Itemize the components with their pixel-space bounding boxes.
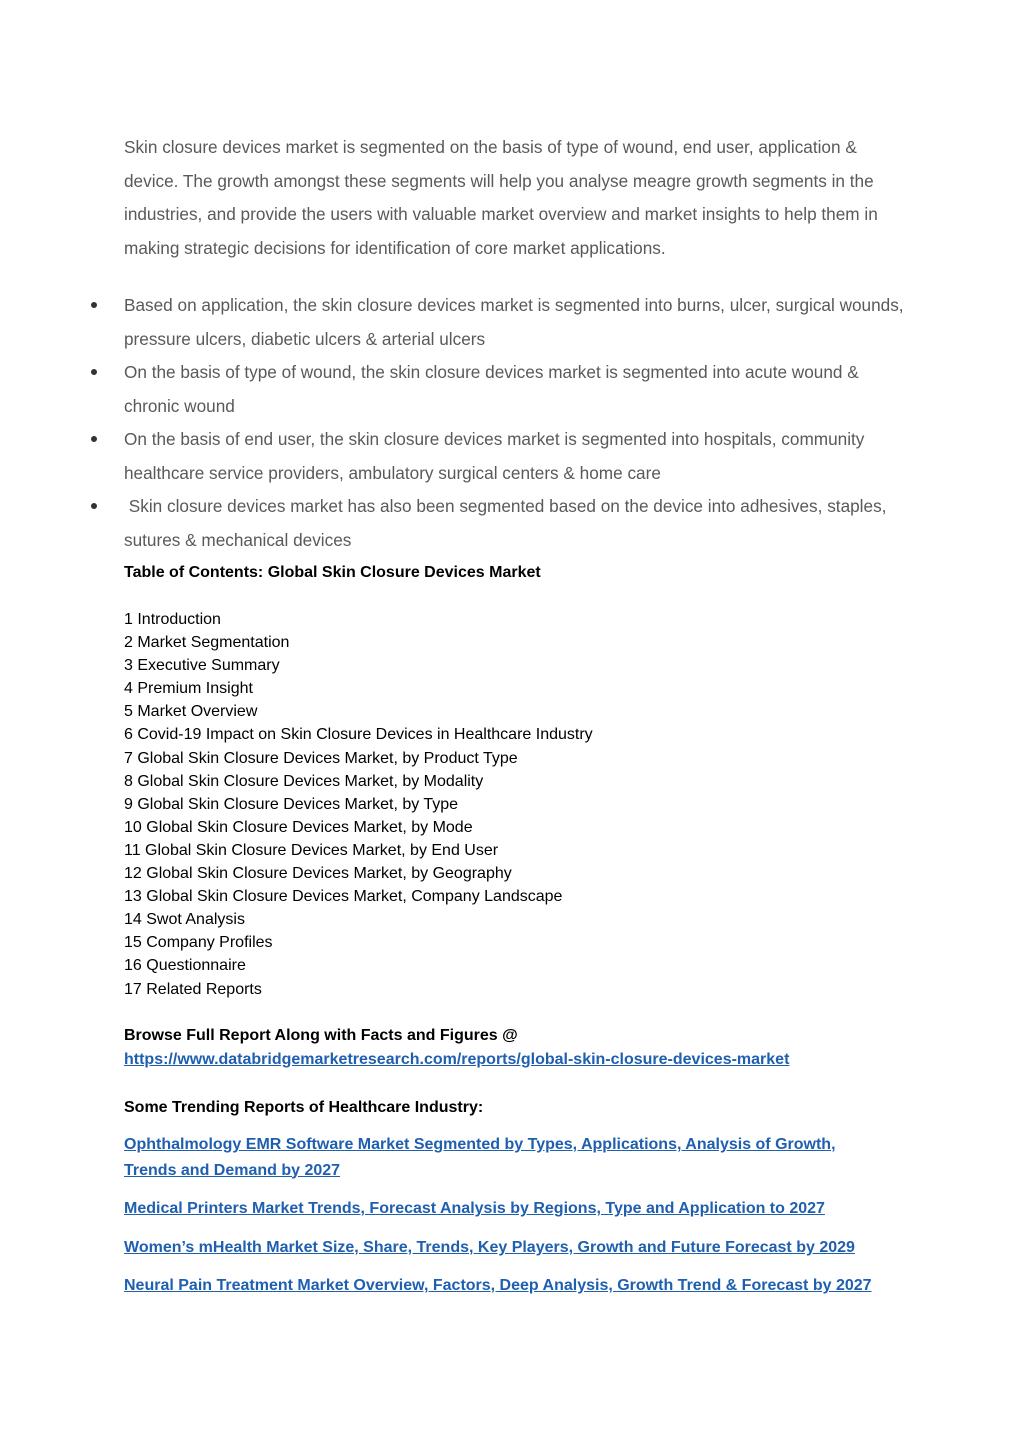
toc-item: 2 Market Segmentation bbox=[124, 634, 290, 652]
toc-heading: Table of Contents: Global Skin Closure Devices Market bbox=[124, 564, 541, 581]
trending-report-link[interactable]: Neural Pain Treatment Market Overview, Factors, Deep Analysis, Growth Trend & Forecast by 2027 bbox=[124, 1277, 872, 1294]
bullet-item bbox=[0, 356, 914, 423]
toc-item: 6 Covid-19 Impact on Skin Closure Devices in Healthcare Industry bbox=[124, 726, 593, 744]
bullet-text: On the basis of end user, the skin closure devices market is segmented into hospitals, community healthcare service providers, ambulatory surgical centers & home care bbox=[124, 429, 865, 483]
toc-item: 13 Global Skin Closure Devices Market, Company Landscape bbox=[124, 888, 563, 906]
bullet-text: Skin closure devices market has also been segmented based on the device into adhesives, staples, sutures & mechanical devices bbox=[124, 496, 892, 550]
bullet-text: Based on application, the skin closure devices market is segmented into burns, ulcer, surgical wounds, pressure ulcers, diabetic ulcers & arterial ulcers bbox=[124, 295, 904, 349]
toc-item: 10 Global Skin Closure Devices Market, by Mode bbox=[124, 818, 473, 836]
toc-item: 3 Executive Summary bbox=[124, 657, 280, 675]
trending-report-link[interactable]: Ophthalmology EMR Software Market Segmented by Types, Applications, Analysis of Growth, Trends and Demand by 2027 bbox=[124, 1136, 836, 1179]
browse-full-report bbox=[124, 1024, 789, 1072]
bullet-text: On the basis of type of wound, the skin closure devices market is segmented into acute wound & chronic wound bbox=[124, 362, 859, 416]
intro-paragraph: Skin closure devices market is segmented on the basis of type of wound, end user, application & device. The growth amongst these segments will help you analyse meagre growth segments in the industries, and provide the users with valuable market overview and market insights to help them in making strategic decisions for identification of core market applications. bbox=[124, 137, 878, 258]
trending-report-item bbox=[124, 1132, 884, 1183]
toc-item: 17 Related Reports bbox=[124, 980, 262, 998]
toc-item: 14 Swot Analysis bbox=[124, 911, 245, 929]
bullet-dot-icon bbox=[91, 503, 97, 509]
segment-bullet-list bbox=[0, 289, 1023, 557]
toc-item: 5 Market Overview bbox=[124, 703, 258, 721]
toc-list bbox=[124, 608, 593, 1001]
bullet-item bbox=[0, 490, 914, 557]
toc-item: 9 Global Skin Closure Devices Market, by Type bbox=[124, 795, 459, 813]
toc-item: 8 Global Skin Closure Devices Market, by Modality bbox=[124, 772, 484, 790]
toc-item: 11 Global Skin Closure Devices Market, by End User bbox=[124, 841, 499, 859]
bullet-item bbox=[0, 289, 914, 356]
toc-item: 16 Questionnaire bbox=[124, 957, 246, 975]
trending-reports-heading: Some Trending Reports of Healthcare Industry: bbox=[124, 1099, 484, 1116]
trending-report-item bbox=[124, 1273, 884, 1299]
trending-report-link[interactable]: Women’s mHealth Market Size, Share, Trends, Key Players, Growth and Future Forecast by 2029 bbox=[124, 1239, 855, 1256]
toc-item: 15 Company Profiles bbox=[124, 934, 273, 952]
bullet-dot-icon bbox=[91, 302, 97, 308]
trending-report-link[interactable]: Medical Printers Market Trends, Forecast Analysis by Regions, Type and Application to 2027 bbox=[124, 1200, 825, 1217]
report-url-link[interactable]: https://www.databridgemarketresearch.com/reports/global-skin-closure-devices-market bbox=[124, 1051, 790, 1068]
toc-item: 12 Global Skin Closure Devices Market, by Geography bbox=[124, 865, 512, 883]
browse-label: Browse Full Report Along with Facts and Figures @ bbox=[124, 1027, 518, 1044]
toc-item: 7 Global Skin Closure Devices Market, by Product Type bbox=[124, 749, 518, 767]
trending-report-item bbox=[124, 1196, 884, 1222]
bullet-dot-icon bbox=[91, 369, 97, 375]
bullet-item bbox=[0, 423, 914, 490]
toc-item: 1 Introduction bbox=[124, 611, 221, 628]
bullet-dot-icon bbox=[91, 436, 97, 442]
trending-report-item bbox=[124, 1235, 884, 1261]
toc-item: 4 Premium Insight bbox=[124, 680, 253, 698]
